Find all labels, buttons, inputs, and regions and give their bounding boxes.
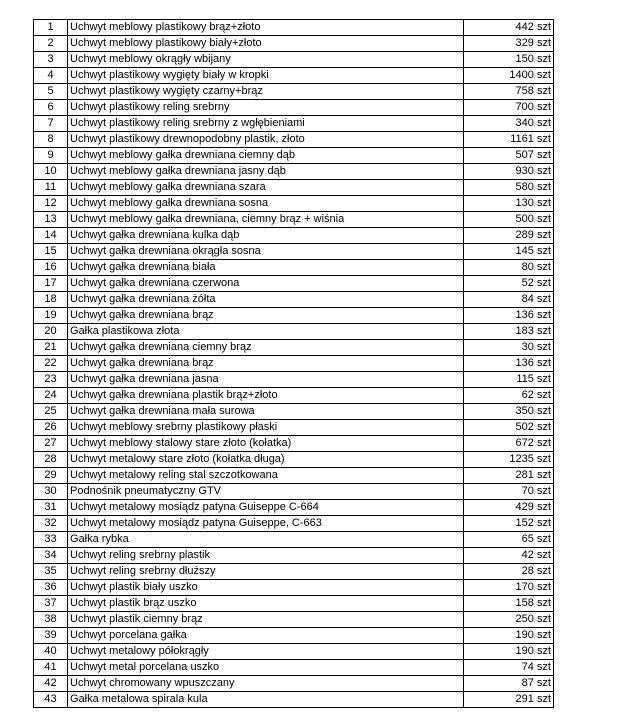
row-number: 1 [34,20,68,36]
item-name: Uchwyt chromowany wpuszczany [68,676,464,692]
row-number: 7 [34,116,68,132]
item-name: Uchwyt plastikowy wygięty czarny+brąz [68,84,464,100]
item-quantity: 340 szt [464,116,554,132]
table-row [34,548,554,564]
item-quantity: 672 szt [464,436,554,452]
item-name: Uchwyt plastikowy wygięty biały w kropki [68,68,464,84]
table-row [34,228,554,244]
row-number: 41 [34,660,68,676]
table-row [34,404,554,420]
item-quantity: 183 szt [464,324,554,340]
item-quantity: 1235 szt [464,452,554,468]
row-number: 6 [34,100,68,116]
item-name: Uchwyt meblowy stalowy stare złoto (kołatka) [68,436,464,452]
table-row [34,164,554,180]
table-row [34,308,554,324]
table-row [34,292,554,308]
item-quantity: 115 szt [464,372,554,388]
item-name: Uchwyt gałka drewniana żółta [68,292,464,308]
item-quantity: 42 szt [464,548,554,564]
inventory-table [33,19,554,708]
row-number: 11 [34,180,68,196]
table-row [34,516,554,532]
item-name: Uchwyt gałka drewniana czerwona [68,276,464,292]
table-row [34,244,554,260]
row-number: 12 [34,196,68,212]
item-quantity: 289 szt [464,228,554,244]
item-name: Uchwyt gałka drewniana jasna [68,372,464,388]
row-number: 9 [34,148,68,164]
row-number: 32 [34,516,68,532]
item-name: Uchwyt plastikowy reling srebrny z wgłębieniami [68,116,464,132]
row-number: 20 [34,324,68,340]
table-row [34,36,554,52]
item-name: Uchwyt meblowy gałka drewniana sosna [68,196,464,212]
item-name: Uchwyt meblowy srebrny plastikowy płaski [68,420,464,436]
row-number: 34 [34,548,68,564]
table-row [34,132,554,148]
item-name: Gałka plastikowa złota [68,324,464,340]
item-quantity: 130 szt [464,196,554,212]
table-row [34,692,554,708]
row-number: 39 [34,628,68,644]
item-quantity: 350 szt [464,404,554,420]
item-quantity: 84 szt [464,292,554,308]
item-name: Uchwyt plastikowy drewnopodobny plastik, złoto [68,132,464,148]
row-number: 30 [34,484,68,500]
row-number: 17 [34,276,68,292]
table-row [34,356,554,372]
item-name: Uchwyt plastikowy reling srebrny [68,100,464,116]
table-row [34,388,554,404]
item-quantity: 1161 szt [464,132,554,148]
table-row [34,212,554,228]
row-number: 13 [34,212,68,228]
item-name: Uchwyt gałka drewniana plastik brąz+złoto [68,388,464,404]
table-row [34,436,554,452]
item-name: Uchwyt plastik ciemny brąz [68,612,464,628]
table-row [34,180,554,196]
table-row [34,596,554,612]
item-quantity: 1400 szt [464,68,554,84]
table-row [34,484,554,500]
item-name: Uchwyt metalowy stare złoto (kołatka długa) [68,452,464,468]
row-number: 23 [34,372,68,388]
row-number: 40 [34,644,68,660]
row-number: 5 [34,84,68,100]
item-quantity: 930 szt [464,164,554,180]
item-quantity: 170 szt [464,580,554,596]
item-quantity: 429 szt [464,500,554,516]
row-number: 4 [34,68,68,84]
row-number: 26 [34,420,68,436]
item-quantity: 80 szt [464,260,554,276]
item-quantity: 136 szt [464,308,554,324]
table-row [34,276,554,292]
item-quantity: 190 szt [464,628,554,644]
row-number: 2 [34,36,68,52]
item-name: Uchwyt reling srebrny plastik [68,548,464,564]
table-row [34,628,554,644]
table-row [34,52,554,68]
item-name: Uchwyt porcelana gałka [68,628,464,644]
row-number: 15 [34,244,68,260]
row-number: 22 [34,356,68,372]
item-name: Uchwyt meblowy gałka drewniana szara [68,180,464,196]
item-quantity: 580 szt [464,180,554,196]
table-row [34,148,554,164]
item-name: Uchwyt gałka drewniana kulka dąb [68,228,464,244]
row-number: 37 [34,596,68,612]
table-row [34,660,554,676]
table-row [34,340,554,356]
item-quantity: 87 szt [464,676,554,692]
item-name: Uchwyt plastik biały uszko [68,580,464,596]
row-number: 42 [34,676,68,692]
item-quantity: 291 szt [464,692,554,708]
row-number: 25 [34,404,68,420]
table-row [34,676,554,692]
table-row [34,580,554,596]
table-row [34,564,554,580]
item-name: Uchwyt meblowy plastikowy brąz+złoto [68,20,464,36]
item-name: Uchwyt gałka drewniana brąz [68,308,464,324]
table-row [34,612,554,628]
item-quantity: 150 szt [464,52,554,68]
row-number: 14 [34,228,68,244]
item-name: Uchwyt meblowy gałka drewniana, ciemny brąz + wiśnia [68,212,464,228]
item-name: Uchwyt meblowy okrągły wbijany [68,52,464,68]
item-name: Uchwyt plastik brąz uszko [68,596,464,612]
item-quantity: 500 szt [464,212,554,228]
table-row [34,68,554,84]
item-quantity: 70 szt [464,484,554,500]
table-row [34,84,554,100]
item-quantity: 30 szt [464,340,554,356]
row-number: 38 [34,612,68,628]
item-quantity: 507 szt [464,148,554,164]
item-name: Uchwyt meblowy gałka drewniana ciemny dąb [68,148,464,164]
item-quantity: 329 szt [464,36,554,52]
item-name: Uchwyt metalowy reling stal szczotkowana [68,468,464,484]
item-name: Uchwyt metal porcelana uszko [68,660,464,676]
item-name: Uchwyt gałka drewniana brąz [68,356,464,372]
inventory-table-body [34,20,554,708]
item-name: Uchwyt metalowy mosiądz patyna Guiseppe C-664 [68,500,464,516]
row-number: 21 [34,340,68,356]
table-row [34,500,554,516]
item-quantity: 442 szt [464,20,554,36]
table-row [34,468,554,484]
row-number: 19 [34,308,68,324]
item-quantity: 152 szt [464,516,554,532]
item-quantity: 158 szt [464,596,554,612]
item-name: Uchwyt gałka drewniana mała surowa [68,404,464,420]
table-row [34,116,554,132]
item-name: Podnośnik pneumatyczny GTV [68,484,464,500]
item-quantity: 145 szt [464,244,554,260]
item-quantity: 28 szt [464,564,554,580]
item-quantity: 758 szt [464,84,554,100]
item-name: Uchwyt gałka drewniana ciemny brąz [68,340,464,356]
item-quantity: 700 szt [464,100,554,116]
item-quantity: 62 szt [464,388,554,404]
item-name: Gałka metalowa spirala kula [68,692,464,708]
table-row [34,644,554,660]
table-row [34,532,554,548]
item-quantity: 52 szt [464,276,554,292]
table-row [34,100,554,116]
row-number: 29 [34,468,68,484]
row-number: 31 [34,500,68,516]
table-row [34,196,554,212]
row-number: 27 [34,436,68,452]
item-quantity: 502 szt [464,420,554,436]
row-number: 10 [34,164,68,180]
item-quantity: 190 szt [464,644,554,660]
item-quantity: 136 szt [464,356,554,372]
item-quantity: 74 szt [464,660,554,676]
item-name: Uchwyt gałka drewniana biała [68,260,464,276]
table-row [34,260,554,276]
row-number: 8 [34,132,68,148]
table-row [34,20,554,36]
item-name: Uchwyt reling srebrny dłuższy [68,564,464,580]
table-row [34,452,554,468]
row-number: 18 [34,292,68,308]
table-row [34,420,554,436]
item-name: Uchwyt meblowy plastikowy biały+złoto [68,36,464,52]
row-number: 3 [34,52,68,68]
item-name: Uchwyt gałka drewniana okrągła sosna [68,244,464,260]
item-name: Uchwyt meblowy gałka drewniana jasny dąb [68,164,464,180]
item-name: Uchwyt metalowy mosiądz patyna Guiseppe, C-663 [68,516,464,532]
row-number: 36 [34,580,68,596]
row-number: 43 [34,692,68,708]
row-number: 24 [34,388,68,404]
table-row [34,324,554,340]
row-number: 33 [34,532,68,548]
item-quantity: 65 szt [464,532,554,548]
row-number: 16 [34,260,68,276]
item-name: Uchwyt metalowy półokrągły [68,644,464,660]
item-quantity: 281 szt [464,468,554,484]
table-row [34,372,554,388]
item-quantity: 250 szt [464,612,554,628]
item-name: Gałka rybka [68,532,464,548]
row-number: 35 [34,564,68,580]
row-number: 28 [34,452,68,468]
